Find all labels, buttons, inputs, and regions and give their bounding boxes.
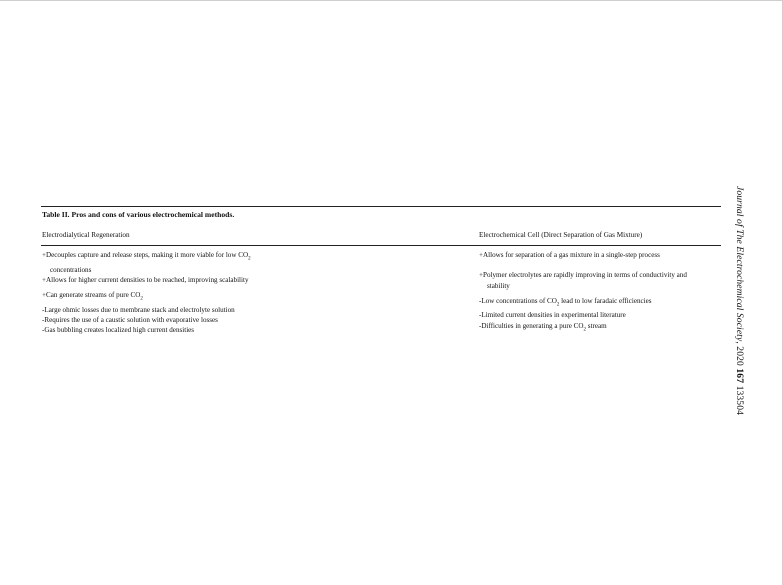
left-item: -Gas bubbling creates localized high current densities (42, 326, 195, 335)
right-item: -Low concentrations of $CO_2$ lead to low faradaic efficiencies (479, 296, 652, 308)
left-item: +Can generate streams of pure $CO_2$ (42, 291, 143, 302)
running-head (734, 186, 746, 415)
right-column (479, 250, 722, 335)
left-item: +Allows for higher current densities to be reached, improving scalability (42, 275, 249, 284)
left-item: -Large ohmic losses due to membrane stack and electrolyte solution (42, 305, 235, 314)
left-column (42, 250, 342, 335)
spacer (479, 260, 722, 270)
left-item: -Requires the use of a caustic solution with evaporative losses (42, 315, 218, 324)
left-item-continuation: concentrations (50, 265, 92, 274)
table-block (41, 206, 721, 335)
table-caption: Table II. Pros and cons of various electrochemical methods. (42, 210, 235, 219)
right-item: +Allows for separation of a gas mixture in a single-step process (479, 251, 660, 259)
page-border-top (0, 0, 783, 1)
table-top-rule (41, 206, 721, 207)
header-rule (41, 245, 721, 246)
right-item: +Polymer electrolytes are rapidly improving in terms of conductivity and (479, 271, 687, 280)
right-item: -Difficulties in generating a pure $CO_2$ stream (479, 321, 607, 333)
right-item: -Limited current densities in experimental literature (479, 311, 626, 320)
header-left: Electrodialytical Regeneration (42, 231, 130, 239)
running-head-text: Journal of The Electrochemical Society, 2020 167 133504 (734, 186, 745, 415)
left-item: +Decouples capture and release steps, making it more viable for low $CO_2$ (42, 251, 251, 262)
header-right: Electrochemical Cell (Direct Separation of Gas Mixture) (479, 231, 643, 239)
right-item-continuation: stability (487, 281, 510, 290)
table-header-row (41, 231, 721, 242)
